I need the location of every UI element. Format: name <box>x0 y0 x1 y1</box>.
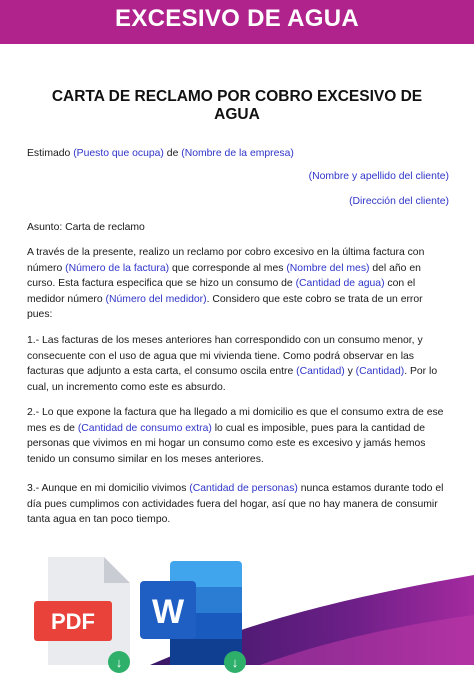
pdf-label: PDF <box>51 609 95 634</box>
placeholder-people: (Cantidad de personas) <box>189 483 298 494</box>
subject-line: Asunto: Carta de reclamo <box>27 222 145 233</box>
placeholder-water-amount: (Cantidad de agua) <box>295 278 385 289</box>
banner-title: EXCESIVO DE AGUA <box>115 5 359 32</box>
document-title: CARTA DE RECLAMO POR COBRO EXCESIVO DE AGUA <box>51 88 423 123</box>
placeholder-extra-consumption: (Cantidad de consumo extra) <box>77 422 212 434</box>
placeholder-meter-number: (Número del medidor) <box>105 293 207 305</box>
point-1-paragraph: 1.- Las facturas de los meses anteriores han correspondido con un consumo menor, y consecuente con el uso de agua que mi vivienda tiene. Como podrá observar en las facturas que adjunto a esta carta, el consumo oscila entre (Cantidad) y (Cantidad). Por lo cual, un incremento como este es absurdo. <box>27 335 438 393</box>
word-download-icon: ↓ <box>224 651 246 673</box>
pdf-file-icon <box>34 555 134 665</box>
word-letter: W <box>151 593 185 631</box>
placeholder-month: (Nombre del mes) <box>286 262 370 274</box>
placeholder-quantity-2: (Cantidad) <box>355 366 405 377</box>
pdf-download-icon: ↓ <box>108 651 130 673</box>
placeholder-quantity-1: (Cantidad) <box>296 366 345 377</box>
placeholder-client-name: (Nombre y apellido del cliente) <box>308 171 449 182</box>
placeholder-position: (Puesto que ocupa) <box>73 148 164 159</box>
placeholder-company: (Nombre de la empresa) <box>181 148 294 159</box>
word-download-button[interactable] <box>140 555 245 670</box>
pdf-download-button[interactable] <box>34 555 134 670</box>
greeting-line: Estimado (Puesto que ocupa) de (Nombre de la empresa) <box>27 148 294 159</box>
placeholder-client-address: (Dirección del cliente) <box>349 196 449 207</box>
placeholder-invoice-number: (Número de la factura) <box>65 262 170 274</box>
point-3-paragraph: 3.- Aunque en mi domicilio vivimos (Cantidad de personas) nunca estamos durante todo el día pues cumplimos con actividades fuera del hogar, así que no hay manera de consumir tanta agua en tan poco tiempo. <box>27 483 444 525</box>
intro-paragraph: A través de la presente, realizo un reclamo por cobro excesivo en la última factura con número (Número de la factura) que corresponde al mes (Nombre del mes) del año en curso. Esta factura especifica que se hizo un consumo de (Cantidad de agua) con el medidor número (Número del medidor). Considero que este cobro se trata de un error pues: <box>27 247 425 320</box>
header-banner <box>0 0 474 44</box>
point-2-paragraph: 2.- Lo que expone la factura que ha llegado a mi domicilio es que el consumo extra de ese mes es de (Cantidad de consumo extra) lo cual es imposible, pues para la cantidad de personas que vivimos en mi hogar un consumo como este es excesivo y jamás hemos tenido un consumo similar en los meses anteriores. <box>27 407 444 465</box>
word-file-icon <box>140 555 245 665</box>
